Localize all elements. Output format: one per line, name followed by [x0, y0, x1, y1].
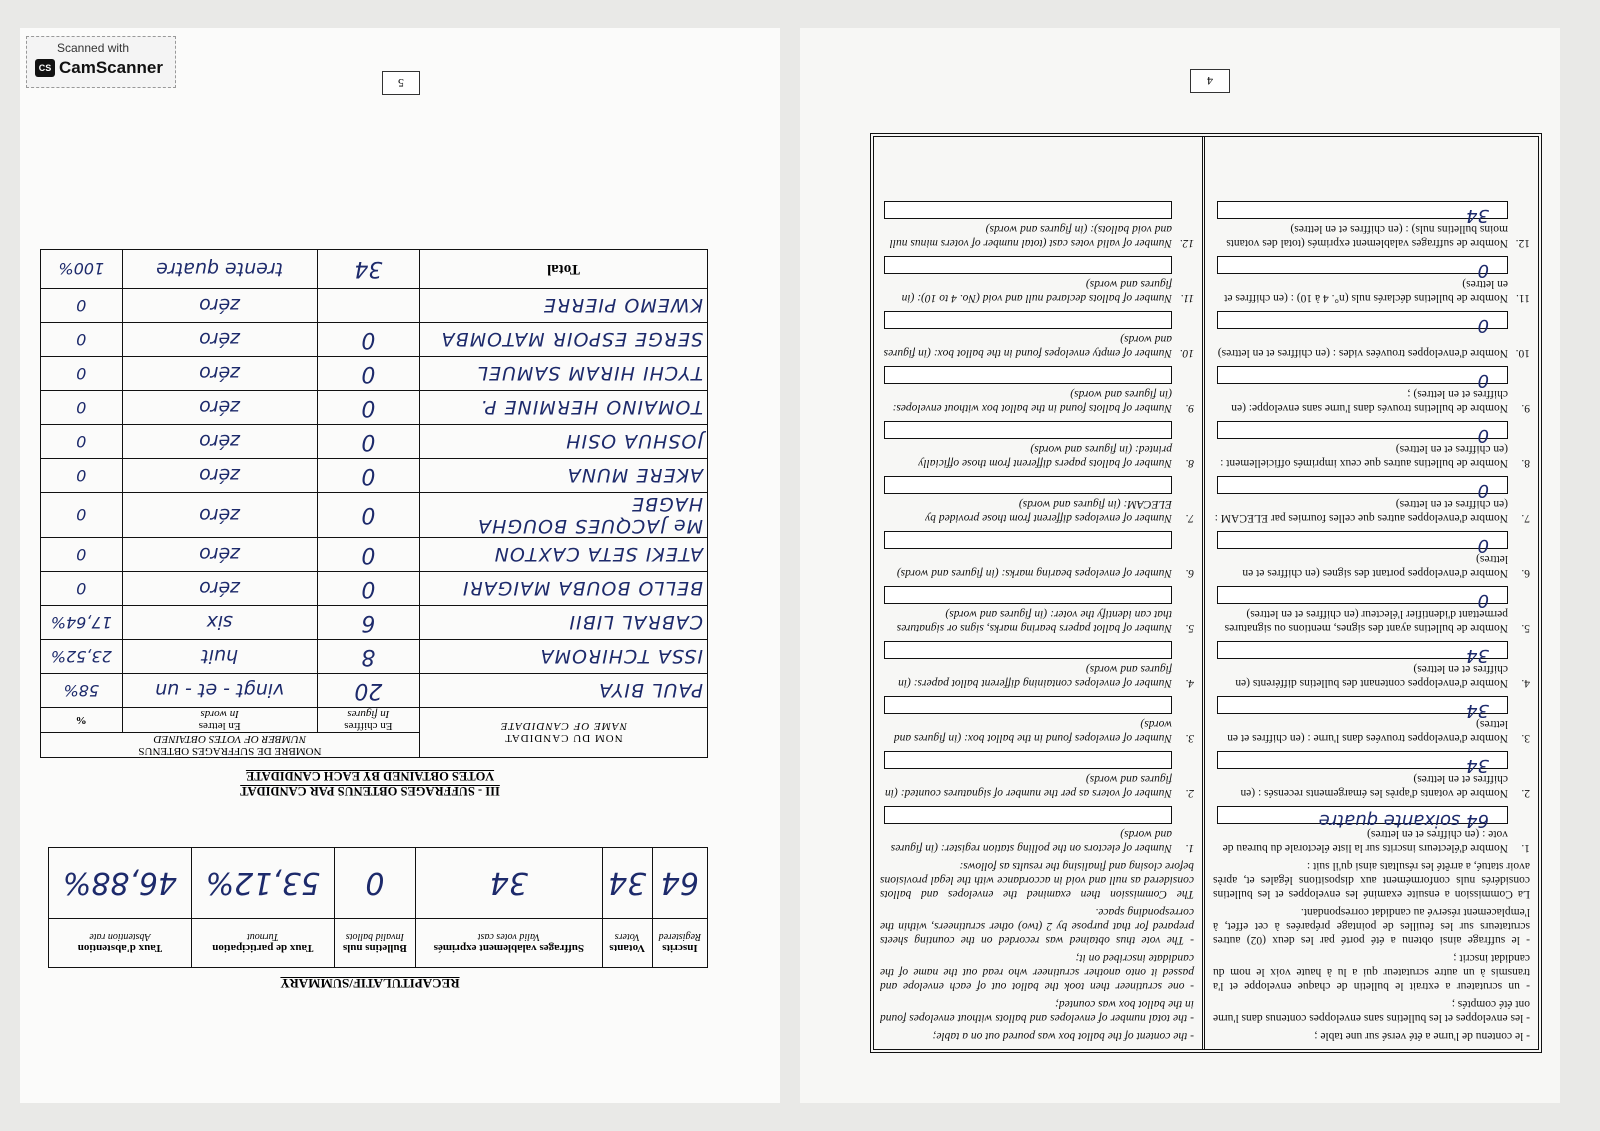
header-votes-fr: NOMBRE DE SUFFRAGES OBTENUS — [138, 745, 322, 757]
item-text: Nombre d'enveloppes autres que celles fournies par ELECAM : (en chiffres et en lettres) — [1214, 498, 1508, 524]
summary-header — [334, 919, 415, 968]
answer-value: 34 — [1466, 700, 1489, 721]
candidate-name: ISSA TCHIROMA — [419, 640, 707, 674]
summary-value: 0 — [334, 848, 415, 919]
watermark-line2: CamScanner — [59, 58, 163, 77]
answer-box — [1217, 751, 1508, 776]
candidate-name: Me JACQUES BOUGHA HAGBE — [419, 493, 707, 538]
candidate-row — [41, 425, 708, 459]
candidate-row — [41, 323, 708, 357]
item-number: 8. — [1521, 457, 1530, 469]
summary-value: 34 — [602, 848, 652, 919]
results-title-en: VOTES OBTAINED BY EACH CANDIDATE — [245, 769, 495, 783]
header-percent: % — [41, 708, 123, 733]
item-number: 3. — [1185, 732, 1194, 744]
answer-box — [884, 476, 1172, 494]
total-row — [41, 250, 708, 289]
item-text: Nombre de bulletins déclarés nuls (n°. 4 à 10) : (en chiffres et en lettres) — [1224, 278, 1508, 304]
fr-intro-paragraph: - le contenu de l'urne a été versé sur une table ; — [1314, 1030, 1530, 1042]
candidate-figures: 0 — [317, 425, 419, 459]
summary-header-fr: Taux d'abstention — [77, 942, 163, 955]
summary-header-en: Abstention rate — [89, 931, 151, 943]
en-intro-paragraph: - the content of the ballot box was poured out on a table; — [932, 1030, 1194, 1042]
candidate-figures: 8 — [317, 640, 419, 674]
candidate-percent: 17,64% — [41, 606, 123, 640]
summary-header-fr: Suffrages valablement exprimés — [433, 942, 585, 955]
candidate-percent: 0 — [41, 459, 123, 493]
item-text: Number of electors on the polling station register: (in figures and words) — [890, 828, 1172, 854]
candidate-words: zéro — [122, 357, 317, 391]
answer-box — [1217, 366, 1508, 391]
answer-box — [1217, 256, 1508, 281]
answer-value: 0 — [1477, 315, 1489, 336]
candidate-name: TYCHI HIRAM SAMUEL — [419, 357, 707, 391]
item-number: 3. — [1521, 732, 1530, 744]
answer-value: 34 — [1466, 755, 1489, 776]
answer-box — [884, 256, 1172, 274]
candidate-name: JOSHUA OSIH — [419, 425, 707, 459]
candidate-name: BELLO BOUBA MAIGARI — [419, 572, 707, 606]
answer-box — [1217, 201, 1508, 226]
item-text: Number of ballots declared null and void (No. 4 to 10): (in figures and words) — [901, 278, 1172, 304]
candidate-words: vingt - et - un — [122, 674, 317, 708]
summary-table — [48, 847, 708, 968]
candidate-figures: 0 — [317, 538, 419, 572]
fr-item — [1213, 745, 1530, 800]
header-figures — [317, 708, 419, 733]
candidate-name: ATEKI SETA CAXTON — [419, 538, 707, 572]
summary-header — [416, 919, 603, 968]
item-number: 4. — [1185, 677, 1194, 689]
item-number: 6. — [1185, 567, 1194, 579]
summary-header-fr: Bulletins nuls — [342, 942, 407, 955]
en-intro-paragraph: - The vote thus obtained was recorded on the counting sheets prepared for that purpose by 2 (two) other scrutineers, within the corresponding space. — [880, 906, 1194, 946]
fr-item — [1213, 525, 1530, 580]
answer-box — [1217, 586, 1508, 611]
fr-item — [1213, 250, 1530, 305]
item-text: Number of ballot papers bearing marks, signs or signatures that can identify the voter: (in figures and words) — [896, 608, 1172, 634]
item-number: 6. — [1521, 567, 1530, 579]
item-number: 4. — [1521, 677, 1530, 689]
header-votes — [41, 733, 420, 758]
answer-box — [884, 531, 1172, 549]
header-figures-fr: En chiffres — [344, 720, 393, 732]
item-number: 8. — [1185, 457, 1194, 469]
en-item — [880, 470, 1194, 525]
en-intro-paragraph: - the total number of envelopes and ballots without envelopes found in the ballot box was counted; — [880, 998, 1194, 1024]
item-text: Nombre d'enveloppes contenant des bulletins différents (en chiffres et en lettres) — [1235, 663, 1508, 689]
candidate-row — [41, 391, 708, 425]
item-text: Nombre d'enveloppes trouvées vides : (en chiffres et en lettres) — [1217, 347, 1508, 359]
en-item — [880, 580, 1194, 635]
header-name-en: NAME OF CANDIDATE — [499, 720, 628, 733]
item-text: Nombre de suffrages valablement exprimés (total des votants moins bulletins nuls) : (en chiffres et en lettres) — [1226, 223, 1508, 249]
candidate-percent: 58% — [41, 674, 123, 708]
answer-box — [1217, 421, 1508, 446]
candidate-name: KWEMO PIERRE — [419, 289, 707, 323]
results-title-fr: III - SUFFRAGES OBTENUS PAR CANDIDAT — [240, 784, 500, 798]
item-number: 9. — [1521, 402, 1530, 414]
answer-value: 0 — [1477, 425, 1489, 446]
candidate-row — [41, 357, 708, 391]
fr-intro-paragraph: - les enveloppes et les bulletins sans enveloppes contenus dans l'urne ont été comptés ; — [1213, 998, 1530, 1024]
item-number: 10. — [1179, 347, 1194, 359]
candidate-figures: 0 — [317, 391, 419, 425]
fr-item — [1213, 360, 1530, 415]
answer-box — [884, 806, 1172, 824]
en-item — [880, 525, 1194, 580]
en-item — [880, 305, 1194, 360]
camscanner-watermark — [26, 36, 176, 88]
candidate-row — [41, 459, 708, 493]
en-item — [880, 415, 1194, 470]
item-text: Nombre d'enveloppes portant des signes (en chiffres et en lettres) — [1242, 553, 1508, 579]
item-number: 1. — [1521, 842, 1530, 854]
summary-header — [191, 919, 334, 968]
answer-box — [1217, 531, 1508, 556]
item-text: Nombre de bulletins autres que ceux imprimés officiellement : (en chiffres et en lettres) — [1220, 443, 1508, 469]
page-4 — [800, 28, 1560, 1103]
summary-header-fr: Inscrits — [662, 942, 698, 955]
item-number: 5. — [1521, 622, 1530, 634]
answer-box — [884, 366, 1172, 384]
header-candidate-name — [419, 708, 707, 758]
candidate-figures: 6 — [317, 606, 419, 640]
candidate-figures: 0 — [317, 493, 419, 538]
summary-header-en: Voters — [614, 931, 640, 943]
en-item — [880, 690, 1194, 745]
candidate-row — [41, 606, 708, 640]
candidate-figures: 0 — [317, 357, 419, 391]
candidate-percent: 23,52% — [41, 640, 123, 674]
candidate-figures: 0 — [317, 572, 419, 606]
answer-box — [1217, 696, 1508, 721]
en-item — [880, 360, 1194, 415]
item-text: Number of empty envelopes found in the ballot box: (in figures and words) — [883, 333, 1172, 359]
answer-box — [1217, 311, 1508, 336]
item-number: 11. — [1516, 292, 1530, 304]
item-text: Nombre de bulletins trouvés dans l'urne sans enveloppe: (en chiffres et en lettres) ; — [1231, 388, 1508, 414]
header-words-fr: En lettres — [198, 720, 241, 732]
answer-value: 0 — [1477, 370, 1489, 391]
fr-item — [1213, 580, 1530, 635]
en-intro-paragraph: - one scrutineer then took the ballot out of each envelope and passed it onto another scrutineer who read out the name of the candidate inscribed on it; — [880, 952, 1194, 992]
fr-item — [1213, 690, 1530, 745]
fr-item — [1213, 635, 1530, 690]
summary-header — [652, 919, 707, 968]
answer-box — [884, 641, 1172, 659]
candidate-percent: 0 — [41, 289, 123, 323]
candidate-percent: 0 — [41, 538, 123, 572]
item-number: 2. — [1185, 787, 1194, 799]
answer-value: 0 — [1477, 535, 1489, 556]
candidate-row — [41, 572, 708, 606]
summary-header-en: Registered — [658, 931, 702, 943]
answer-box — [884, 421, 1172, 439]
item-number: 11. — [1180, 292, 1194, 304]
total-label: Total — [419, 250, 707, 289]
candidate-name: PAUL BIYA — [419, 674, 707, 708]
camscanner-logo-icon: CS — [35, 59, 55, 77]
watermark-line1: Scanned with — [57, 41, 130, 55]
candidate-figures: 0 — [317, 459, 419, 493]
candidate-words: zéro — [122, 572, 317, 606]
candidate-words: six — [122, 606, 317, 640]
total-figures: 34 — [317, 250, 419, 289]
summary-header — [49, 919, 192, 968]
item-text: Number of ballots found in the ballot box without envelopes: (in figures and words) — [892, 388, 1172, 414]
fr-item — [1213, 415, 1530, 470]
item-number: 9. — [1185, 402, 1194, 414]
candidate-name: SERGE ESPOIR MATOMBA — [419, 323, 707, 357]
candidate-figures: 20 — [317, 674, 419, 708]
candidate-row — [41, 493, 708, 538]
answer-box — [884, 751, 1172, 769]
total-words: trente quatre — [122, 250, 317, 289]
candidate-percent: 0 — [41, 323, 123, 357]
english-column — [872, 137, 1202, 1049]
candidate-percent: 0 — [41, 493, 123, 538]
header-name-fr: NOM DU CANDIDAT — [504, 732, 623, 745]
candidate-words: zéro — [122, 323, 317, 357]
item-number: 2. — [1521, 787, 1530, 799]
en-item — [880, 250, 1194, 305]
candidate-words: zéro — [122, 493, 317, 538]
page-number: 4 — [1190, 69, 1230, 93]
page-5 — [20, 28, 780, 1103]
en-intro-paragraph: The Commission then examined the envelopes and ballots considered as null and void in accordance with the legal provisions before closing and finalising the results as follows: — [880, 860, 1194, 900]
item-text: Nombre d'enveloppes trouvées dans l'urne : (en chiffres et en lettres) — [1227, 718, 1508, 744]
candidate-words: zéro — [122, 391, 317, 425]
item-text: Number of envelopes different from those provided by ELECAM: (in figures and words) — [925, 498, 1172, 524]
answer-box — [1217, 641, 1508, 666]
item-text: Number of valid votes cast (total number of voters minus null and void ballots): (in figures and words) — [889, 223, 1172, 249]
candidate-row — [41, 640, 708, 674]
item-number: 12. — [1179, 237, 1194, 249]
fr-intro-paragraph: La Commission a ensuite examiné les enveloppes et les bulletins considérés nuls conformément aux dispositions légales et, après avoir statué, a arrêté les résultats ainsi qu'il suit : — [1213, 860, 1530, 900]
fr-intro-paragraph: - un scrutateur a extrait le bulletin de chaque enveloppe et l'a transmis à un autre scrutateur qui a lu à haute voix le nom du candidat inscrit ; — [1213, 952, 1530, 992]
candidate-name: AKERE MUNA — [419, 459, 707, 493]
summary-value: 64 — [652, 848, 707, 919]
answer-box — [884, 586, 1172, 604]
fr-item — [1213, 195, 1530, 250]
en-item — [880, 800, 1194, 855]
item-text: Number of envelopes bearing marks: (in figures and words) — [896, 567, 1172, 579]
answer-box — [884, 201, 1172, 219]
candidate-name: TOMAINO HERMINE P. — [419, 391, 707, 425]
summary-title: RECAPITULATIF/SUMMARY — [280, 976, 460, 991]
answer-value: 0 — [1477, 590, 1489, 611]
answer-box — [884, 696, 1172, 714]
item-number: 5. — [1185, 622, 1194, 634]
candidate-percent: 0 — [41, 357, 123, 391]
en-item — [880, 745, 1194, 800]
fr-item — [1213, 800, 1530, 855]
candidate-percent: 0 — [41, 391, 123, 425]
answer-box — [1217, 476, 1508, 501]
candidate-percent: 0 — [41, 425, 123, 459]
answer-value: 0 — [1477, 480, 1489, 501]
fr-item — [1213, 305, 1530, 360]
item-text: Number of voters as per the number of signatures counted: (in figures and words) — [884, 773, 1172, 799]
summary-value: 53,12% — [191, 848, 334, 919]
candidate-words: zéro — [122, 538, 317, 572]
header-figures-en: In figures — [347, 708, 390, 720]
answer-value: 34 — [1466, 205, 1489, 226]
answer-box — [1217, 806, 1508, 831]
candidate-words: zéro — [122, 459, 317, 493]
report-frame — [870, 133, 1542, 1053]
results-table — [40, 249, 708, 758]
summary-header — [602, 919, 652, 968]
results-title — [135, 768, 605, 798]
summary-header-en: Valid votes cast — [477, 931, 540, 943]
fr-item — [1213, 470, 1530, 525]
header-votes-en: NUMBER OF VOTES OBTAINED — [153, 733, 307, 745]
summary-header-fr: Votants — [609, 942, 646, 955]
en-item — [880, 635, 1194, 690]
candidate-row — [41, 538, 708, 572]
total-percent: 100% — [41, 250, 123, 289]
item-text: Nombre d'électeurs inscrits sur la liste électorale du bureau de vote : (en chiffres et en lettres) — [1222, 828, 1508, 854]
candidate-percent: 0 — [41, 572, 123, 606]
answer-value: 34 — [1466, 645, 1489, 666]
summary-header-fr: Taux de participation — [212, 942, 314, 955]
candidate-figures: 0 — [317, 323, 419, 357]
item-number: 12. — [1515, 237, 1530, 249]
summary-value: 46,88% — [49, 848, 192, 919]
candidate-words: huit — [122, 640, 317, 674]
candidate-figures — [317, 289, 419, 323]
answer-value: 64 soixante quatre — [1318, 810, 1489, 831]
candidate-words: zéro — [122, 289, 317, 323]
answer-box — [884, 311, 1172, 329]
answer-value: 0 — [1477, 260, 1489, 281]
candidate-name: CABRAL LIBII — [419, 606, 707, 640]
item-number: 7. — [1521, 512, 1530, 524]
candidate-row — [41, 674, 708, 708]
summary-value: 34 — [416, 848, 603, 919]
candidate-words: zéro — [122, 425, 317, 459]
french-column — [1202, 137, 1538, 1049]
fr-intro-paragraph: - le suffrage ainsi obtenu a été porté par les deux (02) autres scrutateurs sur les feuilles de pointage préparées à cet effet, à l'emplacement réservé au candidat correspondant. — [1213, 906, 1530, 946]
item-text: Number of envelopes containing different ballot papers: (in figures and words) — [898, 663, 1172, 689]
summary-header-en: Turnout — [246, 931, 279, 943]
candidate-row — [41, 289, 708, 323]
item-text: Number of ballots papers different from those officially printed: (in figures and words) — [918, 443, 1172, 469]
item-number: 10. — [1515, 347, 1530, 359]
item-text: Number of envelopes found in the ballot box: (in figures and words) — [893, 718, 1172, 744]
item-text: Nombre de votants d'après les émargements recensés : (en chiffres et en lettres) — [1240, 773, 1508, 799]
item-number: 7. — [1185, 512, 1194, 524]
summary-header-en: Invalid ballots — [345, 931, 404, 943]
en-item — [880, 195, 1194, 250]
header-words — [122, 708, 317, 733]
item-text: Nombre de bulletins ayant des signes, mentions ou signatures permettant d'identifier l'électeur (en chiffres et en lettres) — [1224, 608, 1508, 634]
header-words-en: In words — [200, 708, 239, 720]
item-number: 1. — [1185, 842, 1194, 854]
page-number: 5 — [382, 71, 420, 95]
